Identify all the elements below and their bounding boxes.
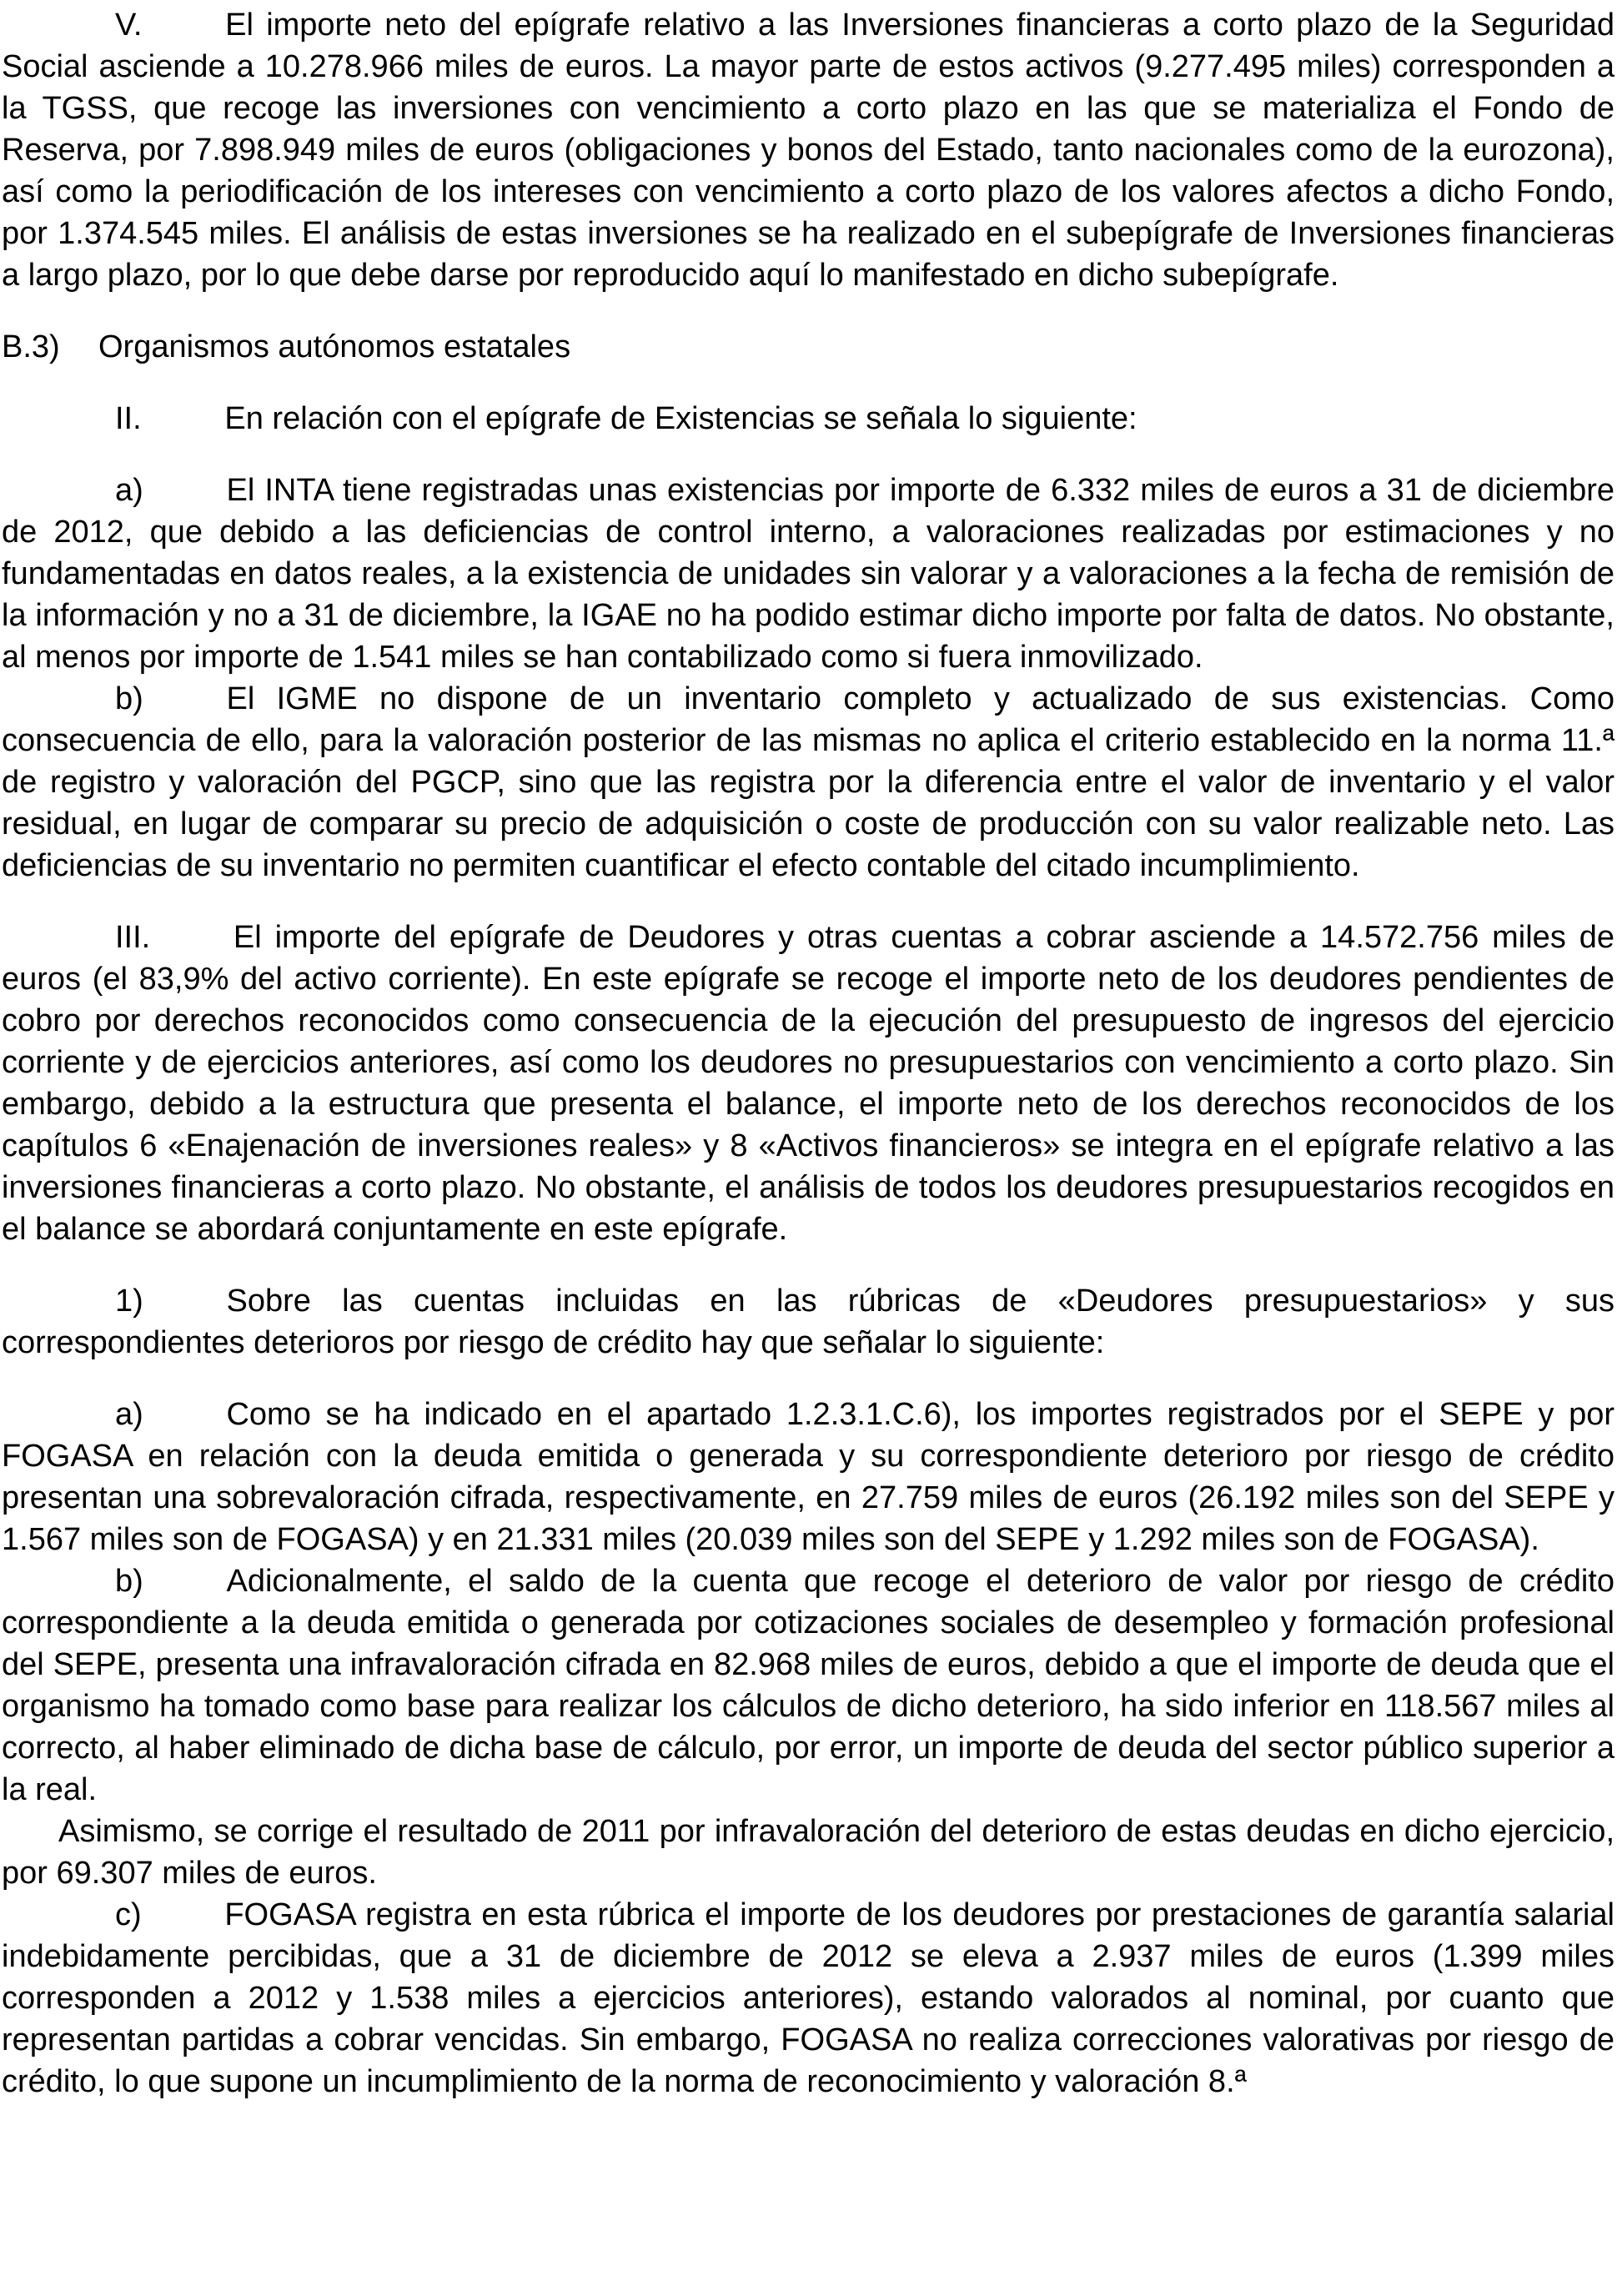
paragraph-text: El importe del epígrafe de Deudores y otras cuentas a cobrar asciende a 14.572.756 miles de euros (el 83,9% del activo corriente). En este epígrafe se recoge el importe neto de los deudores pendientes de cobro por derechos reconocidos como consecuencia de la ejecución del presupuesto de ingresos del ejercicio corriente y de ejercicios anteriores, así como los deudores no presupuestarios con vencimiento a corto plazo. Sin embargo, debido a la estructura que presenta el balance, el importe neto de los derechos reconocidos de los capítulos 6 «Enajenación de inversiones reales» y 8 «Activos financieros» se integra en el epígrafe relativo a las inversiones financieras a corto plazo. No obstante, el análisis de todos los deudores presupuestarios recogidos en el balance se abordará conjuntamente en este epígrafe. xyxy=(2,920,1614,1247)
paragraph-text: Asimismo, se corrige el resultado de 2011 por infravaloración del deterioro de estas deudas en dicho ejercicio, por 69.307 miles de euros. xyxy=(2,1814,1614,1891)
paragraph-text: El INTA tiene registradas unas existencias por importe de 6.332 miles de euros a 31 de diciembre de 2012, que debido a las deficiencias de control interno, a valoraciones realizadas por estimaciones y no fundamentadas en datos reales, a la existencia de unidades sin valorar y a valoraciones a la fecha de remisión de la información y no a 31 de diciembre, la IGAE no ha podido estimar dicho importe por falta de datos. No obstante, al menos por importe de 1.541 miles se han contabilizado como si fuera inmovilizado. xyxy=(2,473,1614,675)
section-heading-b3 xyxy=(2,326,1614,368)
paragraph-label: III. xyxy=(115,920,151,955)
paragraph-ii-b xyxy=(2,678,1614,887)
paragraph-label: b) xyxy=(115,681,143,716)
paragraph-text: Como se ha indicado en el apartado 1.2.3.1.C.6), los importes registrados por el SEPE y por FOGASA en relación con la deuda emitida o generada y su correspondiente deterioro por riesgo de crédito presentan una sobrevaloración cifrada, respectivamente, en 27.759 miles de euros (26.192 miles son del SEPE y 1.567 miles son de FOGASA) y en 21.331 miles (20.039 miles son del SEPE y 1.292 miles son de FOGASA). xyxy=(2,1397,1614,1557)
paragraph-v xyxy=(2,4,1614,296)
paragraph-label: 1) xyxy=(115,1284,143,1319)
paragraph-iii-1 xyxy=(2,1280,1614,1364)
paragraph-label: c) xyxy=(115,1897,142,1932)
paragraph-iii-1-b-continued xyxy=(2,1811,1614,1894)
paragraph-text: Adicionalmente, el saldo de la cuenta que recoge el deterioro de valor por riesgo de crédito correspondiente a la deuda emitida o generada por cotizaciones sociales de desempleo y formación profesional del SEPE, presenta una infravaloración cifrada en 82.968 miles de euros, debido a que el importe de deuda que el organismo ha tomado como base para realizar los cálculos de dicho deterioro, ha sido inferior en 118.567 miles al correcto, al haber eliminado de dicha base de cálculo, por error, un importe de deuda del sector público superior a la real. xyxy=(2,1564,1614,1807)
paragraph-label: V. xyxy=(115,8,143,43)
paragraph-iii-1-b xyxy=(2,1560,1614,1811)
document-page xyxy=(2,0,1614,2103)
paragraph-label: II. xyxy=(115,401,142,436)
paragraph-iii-1-a xyxy=(2,1394,1614,1560)
paragraph-text: Sobre las cuentas incluidas en las rúbricas de «Deudores presupuestarios» y sus correspondientes deterioros por riesgo de crédito hay que señalar lo siguiente: xyxy=(2,1284,1614,1360)
paragraph-label: a) xyxy=(115,473,143,508)
paragraph-iii xyxy=(2,917,1614,1250)
heading-text: Organismos autónomos estatales xyxy=(98,329,571,364)
paragraph-label: b) xyxy=(115,1564,143,1599)
paragraph-ii xyxy=(2,398,1614,440)
heading-label: B.3) xyxy=(2,329,60,364)
paragraph-text: En relación con el epígrafe de Existencias se señala lo siguiente: xyxy=(224,401,1137,436)
paragraph-text: FOGASA registra en esta rúbrica el importe de los deudores por prestaciones de garantía salarial indebidamente percibidas, que a 31 de diciembre de 2012 se eleva a 2.937 miles de euros (1.399 miles corresponden a 2012 y 1.538 miles a ejercicios anteriores), estando valorados al nominal, por cuanto que representan partidas a cobrar vencidas. Sin embargo, FOGASA no realiza correcciones valorativas por riesgo de crédito, lo que supone un incumplimiento de la norma de reconocimiento y valoración 8.ª xyxy=(2,1897,1614,2099)
paragraph-text: El IGME no dispone de un inventario completo y actualizado de sus existencias. Como consecuencia de ello, para la valoración posterior de las mismas no aplica el criterio establecido en la norma 11.ª de registro y valoración del PGCP, sino que las registra por la diferencia entre el valor de inventario y el valor residual, en lugar de comparar su precio de adquisición o coste de producción con su valor realizable neto. Las deficiencias de su inventario no permiten cuantificar el efecto contable del citado incumplimiento. xyxy=(2,681,1614,883)
paragraph-iii-1-c xyxy=(2,1894,1614,2103)
paragraph-text: El importe neto del epígrafe relativo a las Inversiones financieras a corto plazo de la Seguridad Social asciende a 10.278.966 miles de euros. La mayor parte de estos activos (9.277.495 miles) corresponden a la TGSS, que recoge las inversiones con vencimiento a corto plazo en las que se materializa el Fondo de Reserva, por 7.898.949 miles de euros (obligaciones y bonos del Estado, tanto nacionales como de la eurozona), así como la periodificación de los intereses con vencimiento a corto plazo de los valores afectos a dicho Fondo, por 1.374.545 miles. El análisis de estas inversiones se ha realizado en el subepígrafe de Inversiones financieras a largo plazo, por lo que debe darse por reproducido aquí lo manifestado en dicho subepígrafe. xyxy=(2,8,1614,293)
paragraph-label: a) xyxy=(115,1397,143,1432)
paragraph-ii-a xyxy=(2,470,1614,678)
